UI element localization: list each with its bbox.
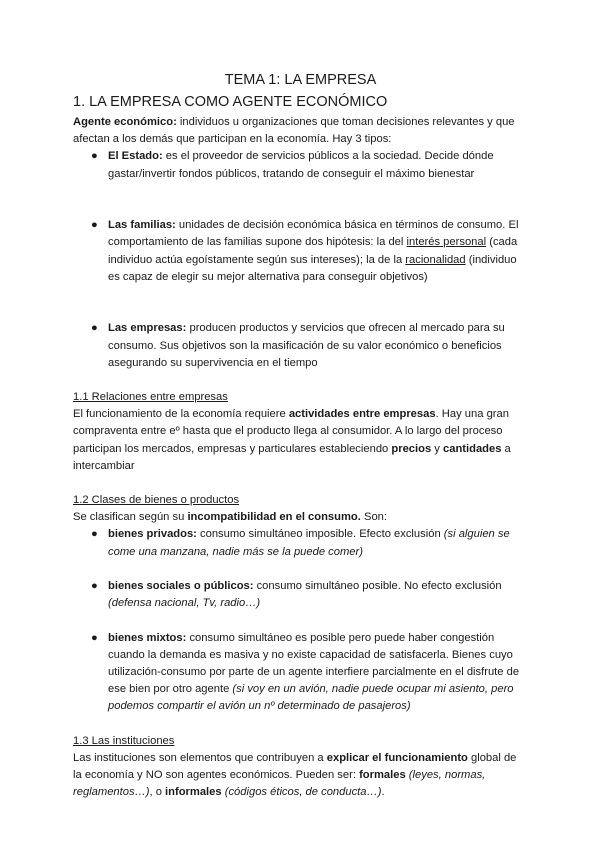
bold-term: explicar el funcionamiento [326, 751, 468, 764]
underlined-term: racionalidad [405, 253, 466, 266]
body-text: y [431, 442, 443, 455]
agents-list [73, 148, 528, 372]
underlined-term: interés personal [406, 236, 487, 249]
body-text: Son: [360, 511, 387, 524]
body-text: global de la economía y NO son agentes económicos. Pueden ser: [73, 751, 517, 782]
bullet-icon: ● [91, 219, 98, 232]
agent-text: (individuo es capaz de elegir su mejor alternativa para conseguir objetivos) [108, 253, 517, 283]
goods-example: (si alguien se come una manzana, nadie más se la puede comer) [108, 528, 510, 558]
bold-term: informales [165, 786, 222, 799]
list-item [73, 526, 528, 560]
bold-term: incompatibilidad en el consumo. [187, 511, 361, 524]
goods-term: bienes sociales o públicos: [108, 580, 254, 592]
intro-text-2: afectan a los demás que participan en la economía. Hay 3 tipos: [73, 133, 392, 146]
list-spacer [73, 286, 528, 303]
section-1-2-intro [73, 509, 528, 526]
bullet-icon: ● [91, 322, 98, 335]
list-item [73, 578, 528, 612]
list-item [73, 148, 528, 182]
list-spacer [73, 183, 528, 200]
section-1-1-heading: 1.1 Relaciones entre empresas [73, 390, 228, 403]
agent-text: (cada individuo actúa egoístamente según sus intereses); la de la [108, 236, 518, 266]
goods-list [73, 526, 528, 715]
agent-text: unidades de decisión económica básica en términos de consumo. El comportamiento de las familias supone dos hipótesis: la del [108, 219, 519, 249]
intro-term: Agente económico: [73, 116, 177, 128]
italic-example: (códigos éticos, de conducta…) [221, 786, 382, 799]
list-item [73, 217, 528, 286]
agent-text: producen productos y servicios que ofrecen al mercado para su consumo. Sus objetivos son la masificación de su valor económico o beneficios asegurando su supervivencia en el tiempo [108, 322, 505, 369]
bold-term: precios [391, 442, 432, 455]
agent-text: es el proveedor de servicios públicos a la sociedad. Decide dónde gastar/invertir fondos públicos, tratando de conseguir el máximo bienestar [108, 150, 494, 180]
body-text: , o [149, 786, 166, 799]
bullet-icon: ● [91, 631, 98, 644]
goods-text: consumo simultáneo posible. No efecto exclusión [253, 580, 502, 592]
bullet-icon: ● [91, 528, 98, 541]
bold-term: formales [359, 769, 406, 782]
document-title: TEMA 1: LA EMPRESA [224, 72, 377, 88]
goods-term: bienes mixtos: [108, 631, 187, 644]
agent-term: Las familias: [108, 219, 176, 232]
agent-term: El Estado: [108, 150, 163, 163]
list-item [73, 630, 528, 716]
goods-text: consumo simultáneo es posible pero puede haber congestión cuando la demanda es masiva y no existe capacidad de satisfacerla. Bienes cuyo utilización-consumo por parte de un agente interfiere parcialmente en el disfrute de ese bien por otro agente [108, 631, 520, 696]
goods-text: consumo simultáneo imposible. Efecto exclusión [196, 528, 444, 541]
body-text: a intercambiar [73, 442, 511, 472]
list-spacer [73, 612, 528, 629]
section-1-heading: 1. LA EMPRESA COMO AGENTE ECONÓMICO [73, 94, 388, 110]
intro-text-1: individuos u organizaciones que toman decisiones relevantes y que [176, 116, 515, 128]
body-text: . [381, 786, 385, 799]
list-item [73, 320, 528, 372]
document-page [73, 70, 528, 801]
goods-example: (defensa nacional, Tv, radio…) [108, 597, 261, 610]
body-text: . Hay una gran compraventa entre eº hasta que el producto llega al consumidor. A lo largo del proceso participan los mercados, empresas y particulares estableciendo [73, 408, 509, 455]
italic-example: (leyes, normas, reglamentos…) [73, 769, 486, 799]
body-text: El funcionamiento de la economía requiere [73, 408, 289, 421]
bullet-icon: ● [91, 150, 98, 163]
body-text: Se clasifican según su [73, 511, 188, 524]
intro-paragraph [73, 114, 528, 148]
section-1-3-paragraph [73, 750, 528, 802]
goods-example: (si voy en un avión, nadie puede ocupar mi asiento, pero podemos compartir el avión un nº determinado de pasajeros) [108, 683, 514, 713]
section-1-3-heading: 1.3 Las instituciones [73, 734, 175, 747]
bold-term: cantidades [443, 442, 502, 455]
bullet-icon: ● [91, 580, 98, 592]
section-1-1-paragraph [73, 406, 528, 475]
list-spacer [73, 561, 528, 578]
bold-term: actividades entre empresas [288, 408, 436, 421]
body-text: Las instituciones son elementos que contribuyen a [73, 751, 327, 764]
list-spacer [73, 303, 528, 320]
list-spacer [73, 200, 528, 217]
agent-term: Las empresas: [108, 322, 187, 335]
goods-term: bienes privados: [108, 528, 197, 541]
section-1-2-heading: 1.2 Clases de bienes o productos [73, 494, 240, 506]
